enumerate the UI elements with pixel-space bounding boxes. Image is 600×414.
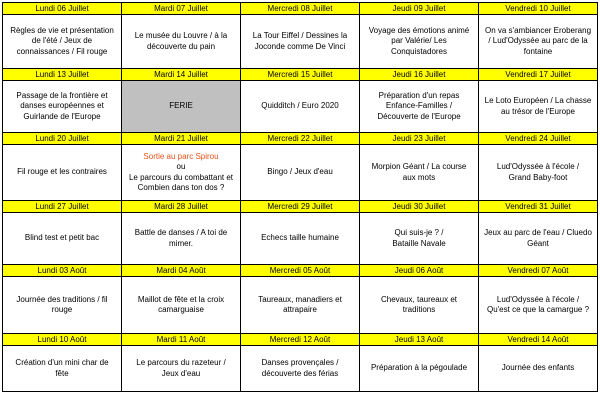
activity-cell <box>479 346 598 392</box>
activity-text: connaissances / Fil rouge <box>16 46 108 56</box>
activity-text: Quidditch / Euro 2020 <box>261 101 339 111</box>
activity-text: Combien dans ton dos ? <box>137 183 225 192</box>
activity-text: Géant <box>527 238 549 248</box>
activity-text: Joconde comme De Vinci <box>254 41 346 51</box>
day-header: Mercredi 12 Août <box>241 334 360 346</box>
activity-text: Blind test et petit bac <box>24 233 100 243</box>
activity-text: Jeux d'eau <box>161 368 201 378</box>
day-header: Lundi 13 Juillet <box>3 69 122 81</box>
activity-text: découverte des férias <box>261 368 339 378</box>
activity-text: Qu'est ce que la camargue ? <box>486 305 590 314</box>
week-activity-row <box>3 213 598 265</box>
activity-cell <box>479 81 598 133</box>
activity-text: de l'été / Jeux de <box>31 36 93 46</box>
day-header: Lundi 03 Août <box>3 265 122 277</box>
activity-text: Le parcours du combattant et <box>128 172 234 182</box>
week-activity-row <box>3 15 598 69</box>
activity-text: / Lud'Odyssée au parc de la <box>488 36 588 46</box>
day-header: Mardi 11 Août <box>122 334 241 346</box>
activity-text: Echecs taille humaine <box>261 233 339 243</box>
activity-text: Lud'Odyssée à l'école / <box>496 162 580 171</box>
day-header: Vendredi 24 Juillet <box>479 133 598 145</box>
activity-text: mimer. <box>169 238 193 248</box>
activity-cell <box>241 346 360 392</box>
activity-cell <box>122 277 241 334</box>
activity-text: Bataille Navale <box>392 238 446 248</box>
activity-text: Battle de danses / A toi de <box>134 228 228 237</box>
activity-text: découverte du pain <box>146 41 216 51</box>
activity-cell <box>122 145 241 201</box>
activity-text: ou <box>176 162 186 171</box>
activity-cell <box>360 145 479 201</box>
activity-text: Le parcours du razeteur / <box>136 358 226 367</box>
schedule-body <box>3 3 598 392</box>
activity-text: Voyage des émotions animé <box>368 25 470 35</box>
activity-cell <box>3 346 122 392</box>
activity-cell <box>360 346 479 392</box>
day-header: Mercredi 15 Juillet <box>241 69 360 81</box>
week-header-row <box>3 3 598 15</box>
activity-text: au trésor de l'Europe <box>500 106 575 116</box>
activity-cell <box>3 213 122 265</box>
activity-cell <box>241 145 360 201</box>
day-header: Lundi 27 Juillet <box>3 201 122 213</box>
activity-text: Préparation d'un repas <box>378 90 460 100</box>
activity-text: Maillot de fête et la croix <box>137 294 225 304</box>
activity-cell <box>3 277 122 334</box>
activity-text: Enfance-Familles / <box>385 101 453 111</box>
activity-text: traditions <box>402 305 436 314</box>
day-header: Lundi 06 Juillet <box>3 3 122 15</box>
activity-text: Bingo / Jeux d'eau <box>267 167 333 177</box>
activity-text: Préparation à la pégoulade <box>370 363 468 373</box>
activity-text: attrapaire <box>283 305 317 314</box>
week-header-row <box>3 334 598 346</box>
activity-cell <box>360 213 479 265</box>
day-header: Vendredi 14 Août <box>479 334 598 346</box>
activity-cell <box>122 213 241 265</box>
day-header: Mercredi 05 Août <box>241 265 360 277</box>
day-header: Jeudi 09 Juillet <box>360 3 479 15</box>
activity-cell <box>3 145 122 201</box>
activity-cell <box>479 213 598 265</box>
activity-text: Règles de vie et présentation <box>10 25 114 35</box>
week-activity-row <box>3 277 598 334</box>
activity-cell <box>360 15 479 69</box>
day-header: Vendredi 10 Juillet <box>479 3 598 15</box>
day-header: Mercredi 08 Juillet <box>241 3 360 15</box>
week-header-row <box>3 201 598 213</box>
week-activity-row <box>3 346 598 392</box>
activity-text: Journée des traditions / fil <box>16 294 108 304</box>
activity-text: fête <box>55 368 69 378</box>
day-header: Mardi 07 Juillet <box>122 3 241 15</box>
activity-text: aux mots <box>402 172 436 182</box>
day-header: Mardi 21 Juillet <box>122 133 241 145</box>
activity-text: Taureaux, manadiers et <box>258 294 342 304</box>
activity-text: par Valérie/ Les <box>391 36 447 46</box>
activity-text: Jeux au parc de l'eau / Cluedo <box>484 228 592 237</box>
activity-text: Lud'Odyssée à l'école / <box>496 294 580 304</box>
week-activity-row <box>3 145 598 201</box>
activity-text: fontaine <box>523 46 553 56</box>
activity-cell <box>122 346 241 392</box>
activity-text: Chevaux, taureaux et <box>380 294 458 304</box>
week-header-row <box>3 69 598 81</box>
activity-text: Guirlande de l'Europe <box>23 111 101 121</box>
activity-text: Grand Baby-foot <box>508 172 568 182</box>
day-header: Jeudi 30 Juillet <box>360 201 479 213</box>
day-header: Mercredi 29 Juillet <box>241 201 360 213</box>
activity-text: On va s'ambiancer Eroberang <box>484 25 592 35</box>
activity-cell <box>241 15 360 69</box>
outing-label: Sortie au parc Spirou <box>143 151 219 161</box>
activity-cell <box>360 277 479 334</box>
day-header: Lundi 20 Juillet <box>3 133 122 145</box>
activity-cell <box>241 81 360 133</box>
holiday-cell <box>122 81 241 133</box>
activity-schedule-table <box>2 2 598 392</box>
activity-text: Passage de la frontière et <box>16 90 108 100</box>
day-header: Lundi 10 Août <box>3 334 122 346</box>
activity-text: Fil rouge et les contraires <box>17 167 107 177</box>
week-header-row <box>3 265 598 277</box>
day-header: Jeudi 16 Juillet <box>360 69 479 81</box>
day-header: Mardi 04 Août <box>122 265 241 277</box>
activity-cell <box>122 15 241 69</box>
day-header: Jeudi 23 Juillet <box>360 133 479 145</box>
day-header: Vendredi 07 Août <box>479 265 598 277</box>
activity-cell <box>241 213 360 265</box>
activity-text: danses européennes et <box>20 101 104 111</box>
week-activity-row <box>3 81 598 133</box>
activity-text: FERIE <box>169 101 193 111</box>
activity-text: Conquistadores <box>390 46 448 56</box>
activity-text: camarguaise <box>158 305 204 314</box>
day-header: Vendredi 17 Juillet <box>479 69 598 81</box>
activity-cell <box>479 145 598 201</box>
activity-cell <box>479 15 598 69</box>
day-header: Mardi 28 Juillet <box>122 201 241 213</box>
day-header: Vendredi 31 Juillet <box>479 201 598 213</box>
activity-cell <box>360 81 479 133</box>
day-header: Mercredi 22 Juillet <box>241 133 360 145</box>
activity-text: Journée des enfants <box>501 363 575 373</box>
activity-cell <box>479 277 598 334</box>
activity-text: Découverte de l'Europe <box>377 111 461 121</box>
activity-text: La Tour Eiffel / Dessines la <box>252 31 348 40</box>
day-header: Jeudi 13 Août <box>360 334 479 346</box>
activity-text: Création d'un mini char de <box>15 358 109 367</box>
day-header: Jeudi 06 Août <box>360 265 479 277</box>
activity-cell <box>241 277 360 334</box>
activity-text: Le musée du Louvre / à la <box>134 31 228 40</box>
activity-text: rouge <box>51 305 73 314</box>
activity-cell <box>3 81 122 133</box>
activity-text: Qui suis-je ? / <box>394 228 444 237</box>
activity-text: Danses provençales / <box>261 358 339 367</box>
week-header-row <box>3 133 598 145</box>
activity-text: Le Loto Européen / La chasse <box>484 96 592 105</box>
day-header: Mardi 14 Juillet <box>122 69 241 81</box>
activity-text: Morpion Géant / La course <box>371 162 467 171</box>
activity-cell <box>3 15 122 69</box>
